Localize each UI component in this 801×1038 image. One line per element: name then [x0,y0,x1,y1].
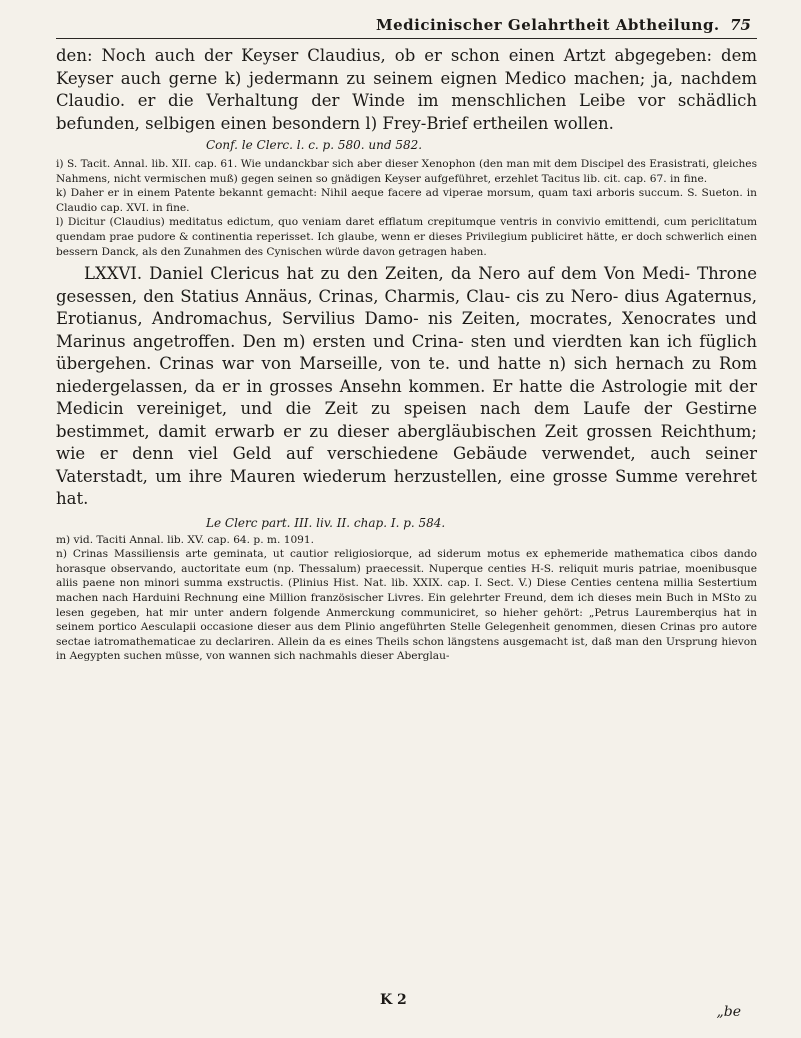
footnote-l: l) Dicitur (Claudius) meditatus edictum, quo veniam daret efflatum crepitumque ventris in convivio emittendi, cum periclitatum quendam prae pudore & continentia reperisset. Ich glaube, wenn er dieses Privilegium publiciret hätte, er doch schwerlich einen bessern Danck, als den Zunahmen des Cynischen würde davon getragen haben. [56,216,757,258]
citation-le-clerc-2: Le Clerc part. III. liv. II. chap. I. p. 584. [206,515,446,530]
paragraph-lxxvi: LXXVI. Daniel Clericus hat zu den Zeiten, da Nero auf dem Von Medi- Throne gesessen, den Statius Annäus, Crinas, Charmis, Clau- cis zu Nero- dius Agaternus, Erotianus, Andromachus, Servilius Damo- nis Zeiten, mocrates, Xenocrates und Marinus angetroffen. Den m) ersten und Crina- sten und vierdten kan ich füglich übergehen. Crinas war von Marseille, von te. und hatte n) sich hernach zu Rom niedergelassen, da er in grosses Ansehn kommen. Er hatte die Astrologie mit der Medicin vereiniget, und die Zeit zu speisen nach dem Laufe der Gestirne bestimmet, damit erwarb er zu dieser abergläubischen Zeit grossen Reichthum; wie er denn viel Geld auf verschiedene Gebäude verwendet, auch seiner Vaterstadt, um ihre Mauren wiederum herzustellen, eine grosse Summe verehret hat. [56,264,757,509]
footnote-m: m) vid. Taciti Annal. lib. XV. cap. 64. p. m. 1091. [56,533,315,546]
footnote-i: i) S. Tacit. Annal. lib. XII. cap. 61. Wie undanckbar sich aber dieser Xenophon (den man mit dem Discipel des Erasistrati, gleiches Nahmens, nicht vermischen muß) gegen seinen so gnädigen Keyser aufgeführet, erzehlet Tacitus lib. cit. cap. 67. in fine. [56,158,757,185]
catchword: „be [716,1004,741,1020]
footnote-k: k) Daher er in einem Patente bekannt gemacht: Nihil aeque facere ad viperae morsum, quam taxi arboris succum. S. Sueton. in Claudio cap. XVI. in fine. [56,187,757,214]
page-number: 75 [730,16,751,34]
footnotes-1 [56,157,757,259]
main-text-1 [56,45,757,135]
signature-mark: K 2 [380,992,407,1008]
main-text-2 [56,263,757,511]
running-head: Medicinischer Gelahrtheit Abtheilung. [376,16,720,34]
footnotes-2 [56,533,757,664]
paragraph-claudius: den: Noch auch der Keyser Claudius, ob er schon einen Artzt abgegeben: dem Keyser auch gerne k) jedermann zu seinem eignen Medico machen; ja, nachdem Claudio. er die Verhaltung der Winde im menschlichen Leibe vor schädlich befunden, selbigen einen besondern l) Frey-Brief ertheilen wollen. [56,46,757,133]
page-header [56,14,757,39]
citation-le-clerc-1: Conf. le Clerc. l. c. p. 580. und 582. [206,138,423,152]
footnote-n: n) Crinas Massiliensis arte geminata, ut cautior religiosiorque, ad siderum motus ex ephemeride mathematica cibos dando horasque observando, auctoritate eum (np. Thessalum) praecessit. Nuperque centies H-S. reliquit muris patriae, moenibusque aliis paene non minori summa exstructis. (Plinius Hist. Nat. lib. XXIX. cap. I. Sect. V.) Diese Centies centena millia Sestertium machen nach Harduini Rechnung eine Million französischer Livres. Ein gelehrter Freund, dem ich dieses mein Buch in MSto zu lesen gegeben, hat mir unter andern folgende Anmerckung communiciret, so hieher gehört: „Petrus Lauremberqius hat in seinem portico Aesculapii occasione dieser aus dem Plinio angeführten Stelle Gelegenheit genommen, diesen Crinas pro autore sectae iatromathematicae zu declariren. Allein da es eines Theils schon längstens ausgemacht ist, daß man den Ursprung hievon in Aegypten suchen müsse, von wannen sich nachmahls dieser Aberglau- [56,548,757,663]
